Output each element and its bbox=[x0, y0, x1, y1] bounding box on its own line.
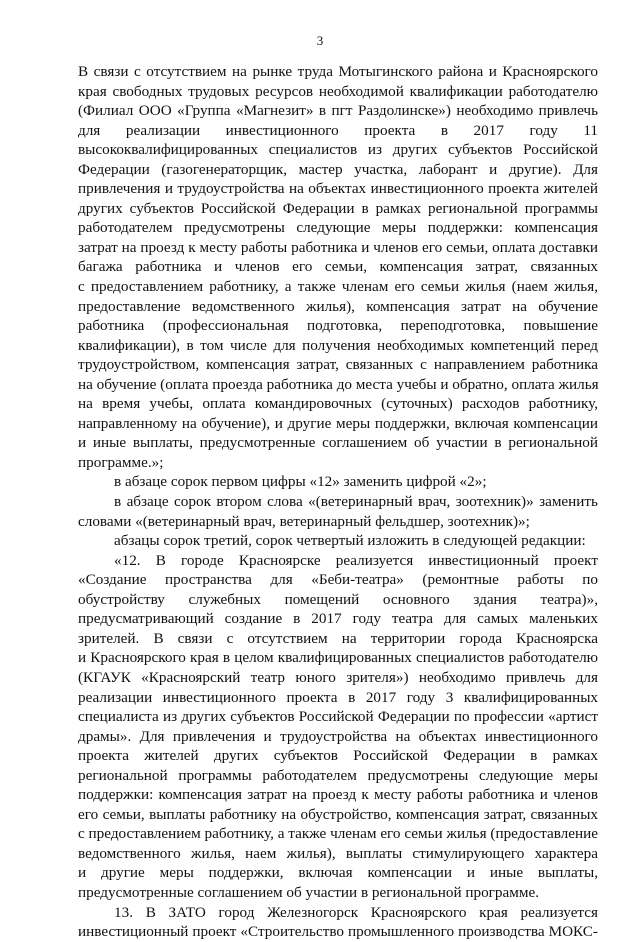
text-line: 13. В ЗАТО город Железногорск Красноярского края реализуется bbox=[114, 903, 598, 921]
text-line: направленному на обучение), и другие меры поддержки, включая компенсации bbox=[78, 414, 598, 432]
text-line: высококвалифицированных специалистов из других субъектов Российской bbox=[78, 141, 598, 159]
text-line: словами «(ветеринарный врач, ветеринарный фельдшер, зоотехник)»; bbox=[78, 512, 530, 530]
text-line: предусмотренные соглашением об участии в региональной программе. bbox=[78, 883, 540, 901]
text-line: и Красноярского края в целом квалифицированных специалистов работодателю bbox=[78, 649, 598, 667]
text-line: в абзаце сорок втором слова «(ветеринарный врач, зоотехник)» заменить bbox=[114, 493, 598, 511]
text-line: В связи с отсутствием на рынке труда Мотыгинского района и Красноярского bbox=[78, 63, 598, 80]
text-line: драмы». Для привлечения и трудоустройства на объектах инвестиционного bbox=[78, 727, 598, 745]
text-line: для реализации инвестиционного проекта в 2017 году 11 bbox=[78, 121, 598, 139]
text-line: «Создание пространства для «Беби-театра» (ремонтные работы по bbox=[78, 571, 598, 589]
text-line: зрителей. В связи с отсутствием на территории города Красноярска bbox=[78, 629, 598, 647]
text-line: на время учебы, оплата командировочных (суточных) расходов работнику, bbox=[78, 395, 598, 413]
text-line: программе.»; bbox=[78, 453, 164, 471]
text-line: ведомственного жилья, наем жилья), выплаты стимулирующего характера bbox=[78, 844, 598, 862]
text-line: реализации инвестиционного проекта в 2017 году 3 квалифицированных bbox=[78, 688, 598, 706]
text-line: и иные выплаты, предусмотренные соглашением об участии в региональной bbox=[78, 434, 598, 452]
text-line: «12. В городе Красноярске реализуется инвестиционный проект bbox=[114, 551, 598, 569]
text-line: (Филиал ООО «Группа «Магнезит» в пгт Раздолинске») необходимо привлечь bbox=[78, 102, 598, 120]
text-line: края свободных трудовых ресурсов необходимой квалификации работодателю bbox=[78, 82, 598, 100]
text-line: поддержки: компенсация затрат на проезд к месту работы работника и членов bbox=[78, 786, 598, 804]
text-line: проекта жителей других субъектов Российской Федерации в рамках bbox=[78, 747, 598, 765]
text-line: и другие меры поддержки, включая компенсации и иные выплаты, bbox=[78, 864, 598, 882]
text-line: с предоставлением работнику, а также членам его семьи жилья (наем жилья, bbox=[78, 278, 598, 296]
text-line: других субъектов Российской Федерации в рамках региональной программы bbox=[78, 199, 598, 217]
text-line: предусматривающий создание в 2017 году театра для самых маленьких bbox=[78, 610, 598, 628]
text-line: затрат на проезд к месту работы работника и членов его семьи, оплата доставки bbox=[78, 238, 598, 256]
text-line: в абзаце сорок первом цифры «12» заменить цифрой «2»; bbox=[114, 473, 487, 491]
text-line: обустройству служебных помещений основного здания театра)», bbox=[78, 590, 598, 608]
text-line: его семьи, выплаты работнику на обустройство, компенсация затрат, связанных bbox=[78, 805, 598, 823]
text-line: работника (профессиональная подготовка, переподготовка, повышение bbox=[78, 317, 598, 335]
text-line: привлечения и трудоустройства на объектах инвестиционного проекта жителей bbox=[78, 180, 598, 198]
text-line: трудоустройством, компенсация затрат, связанных с направлением работника bbox=[78, 356, 598, 374]
text-line: с предоставлением работнику, а также членам его семьи жилья (предоставление bbox=[78, 825, 598, 843]
text-line: на обучение (оплата проезда работника до места учебы и обратно, оплата жилья bbox=[78, 375, 599, 393]
page-number: 3 bbox=[316, 33, 324, 48]
text-line: квалификации), в том числе для получения необходимых компетенций перед bbox=[78, 336, 598, 354]
text-line: инвестиционный проект «Строительство промышленного производства МОКС- bbox=[78, 923, 598, 941]
text-line: Федерации (газогенераторщик, мастер участка, лаборант и другие). Для bbox=[78, 160, 598, 178]
text-line: багажа работника и членов его семьи, компенсация затрат, связанных bbox=[78, 258, 598, 276]
text-line: (КГАУК «Красноярский театр юного зрителя») необходимо привлечь для bbox=[78, 668, 598, 686]
text-line: региональной программы работодателем предусмотрены следующие меры bbox=[78, 766, 598, 784]
text-line: специалиста из других субъектов Российской Федерации по профессии «артист bbox=[78, 708, 598, 726]
text-line: предоставление ведомственного жилья), компенсация затрат на обучение bbox=[78, 297, 598, 315]
text-line: абзацы сорок третий, сорок четвертый изложить в следующей редакции: bbox=[114, 532, 586, 550]
document-body bbox=[78, 62, 598, 942]
text-line: работодателем предусмотрены следующие меры поддержки: компенсация bbox=[78, 219, 598, 237]
